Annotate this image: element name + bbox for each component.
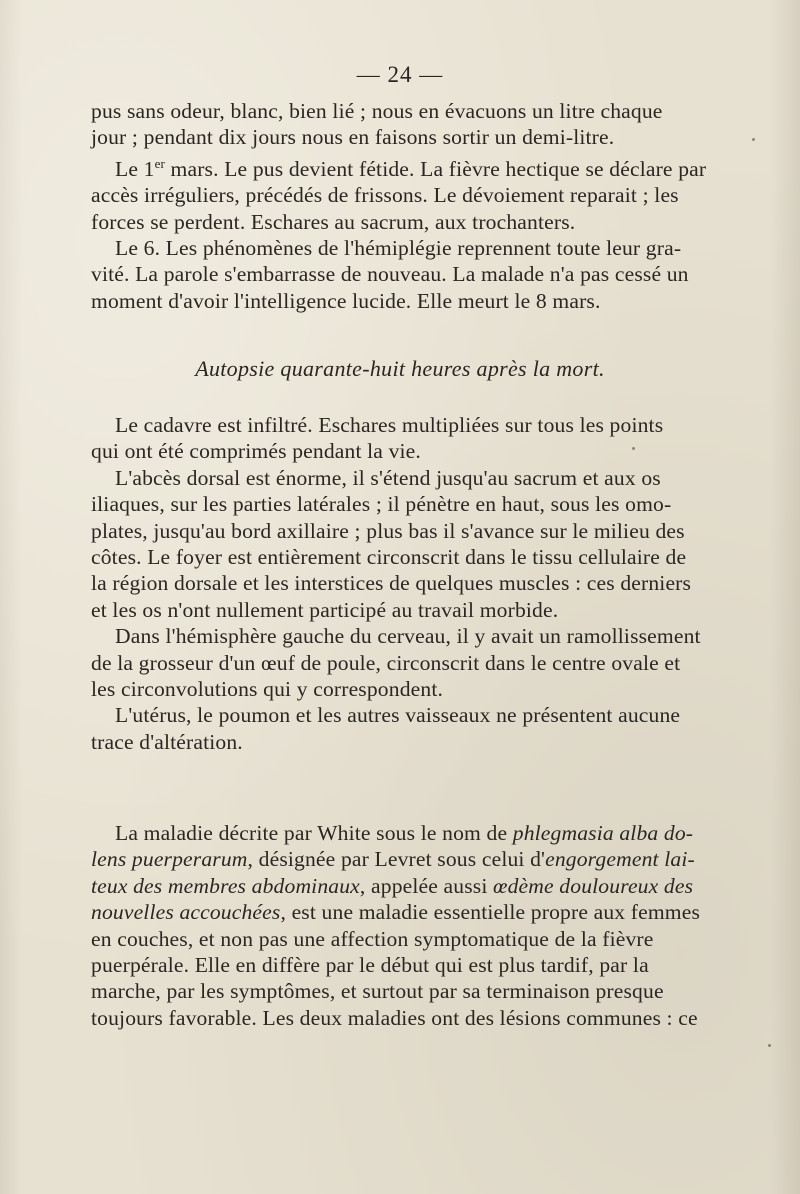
text-line: jour ; pendant dix jours nous en faisons sortir un demi-litre. [91,125,615,150]
text-fragment: mars. Le pus devient fétide. La fièvre hectique se déclare par [164,156,707,181]
text-line: accès irréguliers, précédés de frissons. Le dévoiement reparait ; les [91,183,679,208]
text-line: forces se perdent. Eschares au sacrum, aux trochanters. [91,209,576,234]
superscript: er [154,155,165,171]
paper-spot [632,447,635,450]
text-line: L'utérus, le poumon et les autres vaisseaux ne présentent aucune [115,703,681,728]
text-fragment: , appelée aussi [359,873,494,898]
text-line: toujours favorable. Les deux maladies ont des lésions communes : ce [91,1005,698,1030]
paper-spot [752,138,755,141]
text-fragment: Le 1 [115,156,155,181]
italic-term: lens puerperarum [91,847,248,872]
text-line: plates, jusqu'au bord axillaire ; plus bas il s'avance sur le milieu des [91,518,685,543]
text-fragment: , désignée par Levret sous celui d' [247,847,546,872]
text-line: côtes. Le foyer est entièrement circonscrit dans le tissu cellulaire de [91,545,687,570]
page-number: — 24 — [356,62,444,87]
text-line: la région dorsale et les interstices de quelques muscles : ces derniers [91,571,692,596]
text-line: Dans l'hémisphère gauche du cerveau, il y avait un ramollissement [115,624,701,649]
text-line: qui ont été comprimés pendant la vie. [91,439,421,464]
text-block-bottom [91,820,739,1031]
text-line: moment d'avoir l'intelligence lucide. Elle meurt le 8 mars. [91,288,601,313]
paragraph-5 [91,465,739,623]
text-line: en couches, et non pas une affection symptomatique de la fièvre [91,926,654,951]
text-line: L'abcès dorsal est énorme, il s'étend jusqu'au sacrum et aux os [115,465,661,490]
italic-term: engorgement lai- [545,847,695,872]
paragraph-2 [91,151,739,235]
text-line: puerpérale. Elle en diffère par le début qui est plus tardif, par la [91,953,649,978]
text-fragment: La maladie décrite par White sous le nom de [115,821,513,845]
text-line: Le cadavre est infiltré. Eschares multipliées sur tous les points [115,413,664,437]
paragraph-1 [91,98,739,151]
text-fragment: , est une maladie essentielle propre aux femmes [280,900,701,925]
section-heading: Autopsie quarante-huit heures après la mort. [195,356,605,381]
paragraph-7 [91,702,739,755]
italic-term: phlegmasia alba do- [512,821,694,845]
text-line: et les os n'ont nullement participé au travail morbide. [91,597,559,622]
text-line: de la grosseur d'un œuf de poule, circonscrit dans le centre ovale et [91,650,681,675]
paragraph-3 [91,235,739,314]
paragraph-8 [91,820,739,1031]
text-line: vité. La parole s'embarrasse de nouveau. La malade n'a pas cessé un [91,262,689,287]
text-block-middle [91,412,739,755]
italic-term: nouvelles accouchées [91,900,281,925]
text-line: les circonvolutions qui y correspondent. [91,677,444,702]
text-line: trace d'altération. [91,729,243,754]
text-line: pus sans odeur, blanc, bien lié ; nous en évacuons un litre chaque [91,99,663,123]
paper-spot [768,1044,771,1047]
italic-term: teux des membres abdominaux [91,873,360,898]
paragraph-4 [91,412,739,465]
text-line: iliaques, sur les parties latérales ; il pénètre en haut, sous les omo- [91,492,672,517]
text-line: marche, par les symptômes, et surtout par sa terminaison presque [91,979,664,1004]
italic-term: œdème douloureux des [493,873,694,898]
text-block-top [91,98,739,314]
text-line: Le 6. Les phénomènes de l'hémiplégie reprennent toute leur gra- [115,236,682,261]
paragraph-6 [91,623,739,702]
